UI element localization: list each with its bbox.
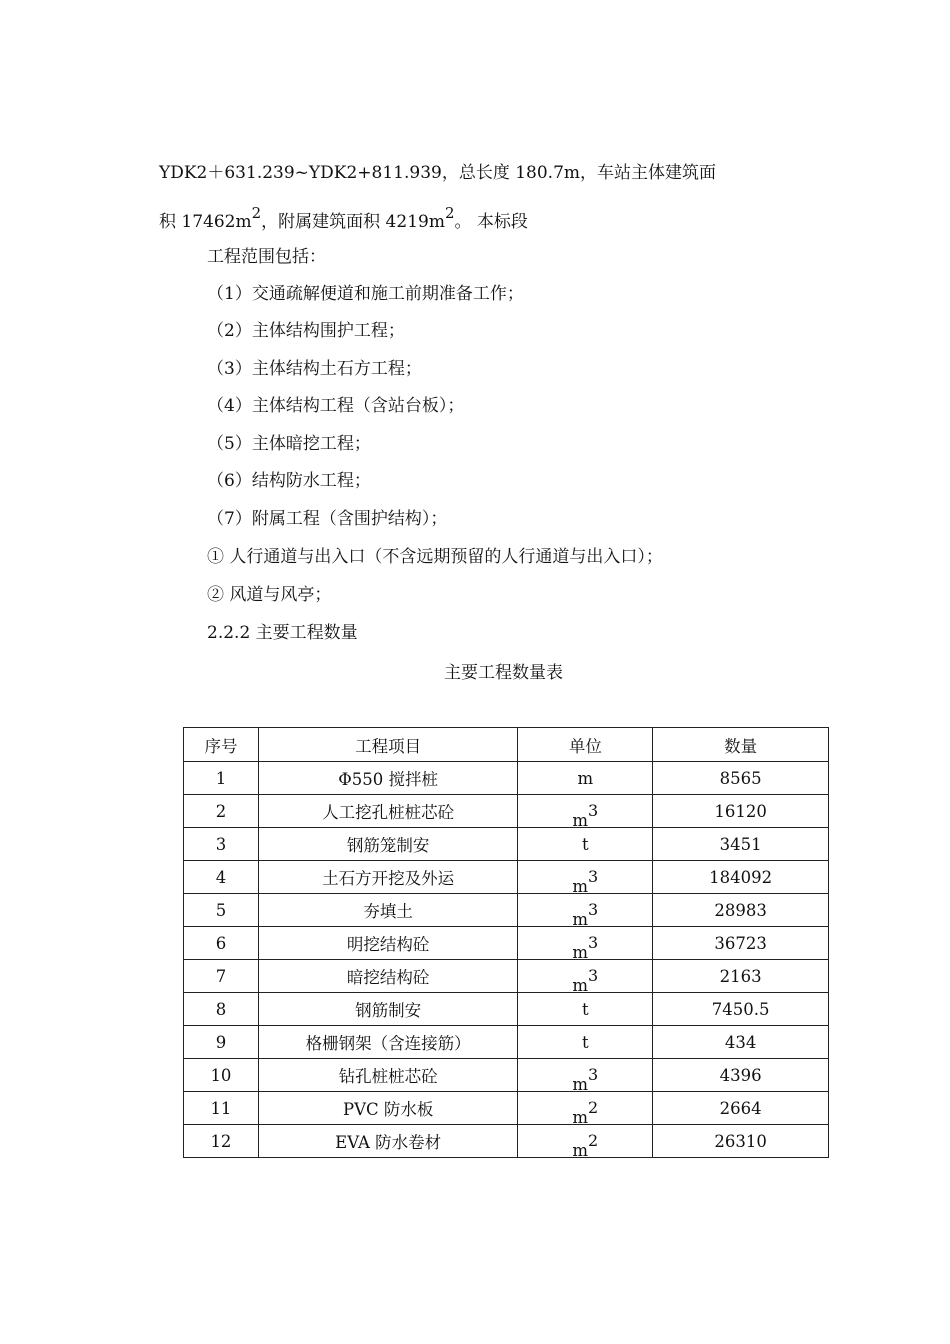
cell-item: 暗挖结构砼 [258, 960, 518, 993]
cell-qty: 184092 [653, 861, 829, 894]
cell-qty: 16120 [653, 795, 829, 828]
scope-item: （2）主体结构围护工程； [207, 321, 405, 341]
unit-value [572, 932, 599, 962]
area-text-1: 积 17462m [159, 212, 252, 232]
header-no: 序号 [184, 728, 259, 762]
cell-no: 10 [184, 1059, 259, 1092]
table-caption: 主要工程数量表 [444, 663, 563, 683]
unit-base: m [572, 942, 589, 962]
cell-item: 格栅钢架（含连接筋） [258, 1026, 518, 1059]
table-row [184, 828, 829, 861]
cell-no: 2 [184, 795, 259, 828]
cell-no: 12 [184, 1125, 259, 1158]
cell-qty: 26310 [653, 1125, 829, 1158]
unit-base: m [572, 876, 589, 896]
intro-line-2 [159, 204, 528, 233]
unit-value [572, 866, 599, 896]
unit-base: m [572, 1107, 589, 1127]
unit-base: m [572, 975, 589, 995]
table-row [184, 960, 829, 993]
cell-item: PVC 防水板 [258, 1092, 518, 1125]
cell-no: 4 [184, 861, 259, 894]
header-qty: 数量 [653, 728, 829, 762]
cell-qty: 28983 [653, 894, 829, 927]
cell-no: 11 [184, 1092, 259, 1125]
table-row [184, 1026, 829, 1059]
scope-item: （5）主体暗挖工程； [207, 434, 371, 454]
cell-unit [518, 960, 653, 993]
cell-unit [518, 762, 653, 795]
cell-no: 7 [184, 960, 259, 993]
unit-base: t [582, 999, 589, 1019]
superscript-2: 2 [444, 204, 455, 222]
unit-power: 3 [588, 932, 599, 952]
cell-no: 3 [184, 828, 259, 861]
cell-item: 明挖结构砼 [258, 927, 518, 960]
cell-unit [518, 993, 653, 1026]
unit-power: 2 [588, 1130, 599, 1150]
unit-base: m [572, 810, 589, 830]
unit-power: 2 [588, 1097, 599, 1117]
cell-unit [518, 1026, 653, 1059]
table-row [184, 861, 829, 894]
table-row [184, 762, 829, 795]
cell-no: 6 [184, 927, 259, 960]
scope-item: （1）交通疏解便道和施工前期准备工作； [207, 284, 524, 304]
cell-unit [518, 1059, 653, 1092]
cell-no: 8 [184, 993, 259, 1026]
header-item: 工程项目 [258, 728, 518, 762]
cell-no: 1 [184, 762, 259, 795]
area-text-3: 。 本标段 [454, 212, 528, 232]
table-row [184, 993, 829, 1026]
unit-value [572, 800, 599, 830]
cell-qty: 434 [653, 1026, 829, 1059]
cell-qty: 2163 [653, 960, 829, 993]
table-body [184, 762, 829, 1158]
unit-base: m [577, 768, 594, 788]
cell-item: 钢筋制安 [258, 993, 518, 1026]
unit-power: 3 [588, 899, 599, 919]
unit-base: m [572, 1140, 589, 1160]
cell-qty: 7450.5 [653, 993, 829, 1026]
cell-item: 土石方开挖及外运 [258, 861, 518, 894]
cell-item: 人工挖孔桩桩芯砼 [258, 795, 518, 828]
cell-unit [518, 1092, 653, 1125]
unit-value [572, 1064, 599, 1094]
cell-unit [518, 828, 653, 861]
cell-unit [518, 861, 653, 894]
table-row [184, 795, 829, 828]
table-row [184, 894, 829, 927]
quantity-table [183, 727, 829, 1158]
section-heading: 2.2.2 主要工程数量 [207, 623, 358, 643]
table-row [184, 1125, 829, 1158]
unit-value [572, 965, 599, 995]
unit-base: m [572, 909, 589, 929]
unit-power: 3 [588, 866, 599, 886]
superscript-2: 2 [251, 204, 262, 222]
cell-item: 夯填土 [258, 894, 518, 927]
cell-item: Φ550 搅拌桩 [258, 762, 518, 795]
unit-power: 3 [588, 1064, 599, 1084]
cell-no: 9 [184, 1026, 259, 1059]
cell-unit [518, 795, 653, 828]
table-row [184, 1059, 829, 1092]
unit-power: 3 [588, 965, 599, 985]
cell-item: 钢筋笼制安 [258, 828, 518, 861]
cell-qty: 2664 [653, 1092, 829, 1125]
scope-item: ① 人行通道与出入口（不含远期预留的人行通道与出入口）； [207, 547, 663, 567]
unit-base: m [572, 1074, 589, 1094]
unit-base: t [582, 834, 589, 854]
scope-item: ② 风道与风亭； [207, 585, 332, 605]
unit-base: t [582, 1032, 589, 1052]
intro-line-1: YDK2＋631.239~YDK2+811.939，总长度 180.7m，车站主体建筑面 [159, 163, 717, 183]
table-row [184, 927, 829, 960]
area-text-2: ，附属建筑面积 4219m [261, 212, 445, 232]
cell-unit [518, 927, 653, 960]
cell-unit [518, 1125, 653, 1158]
scope-item: （7）附属工程（含围护结构）； [207, 509, 448, 529]
unit-power: 3 [588, 800, 599, 820]
scope-intro: 工程范围包括： [207, 247, 326, 267]
cell-qty: 36723 [653, 927, 829, 960]
table-row [184, 1092, 829, 1125]
cell-item: 钻孔桩桩芯砼 [258, 1059, 518, 1092]
table-header-row [184, 728, 829, 762]
unit-value [572, 1130, 599, 1160]
scope-item: （6）结构防水工程； [207, 471, 371, 491]
scope-item: （3）主体结构土石方工程； [207, 359, 422, 379]
scope-item: （4）主体结构工程（含站台板）； [207, 396, 465, 416]
cell-qty: 4396 [653, 1059, 829, 1092]
unit-value [572, 1097, 599, 1127]
cell-qty: 3451 [653, 828, 829, 861]
cell-unit [518, 894, 653, 927]
cell-qty: 8565 [653, 762, 829, 795]
cell-item: EVA 防水卷材 [258, 1125, 518, 1158]
header-unit: 单位 [518, 728, 653, 762]
cell-no: 5 [184, 894, 259, 927]
unit-value [572, 899, 599, 929]
